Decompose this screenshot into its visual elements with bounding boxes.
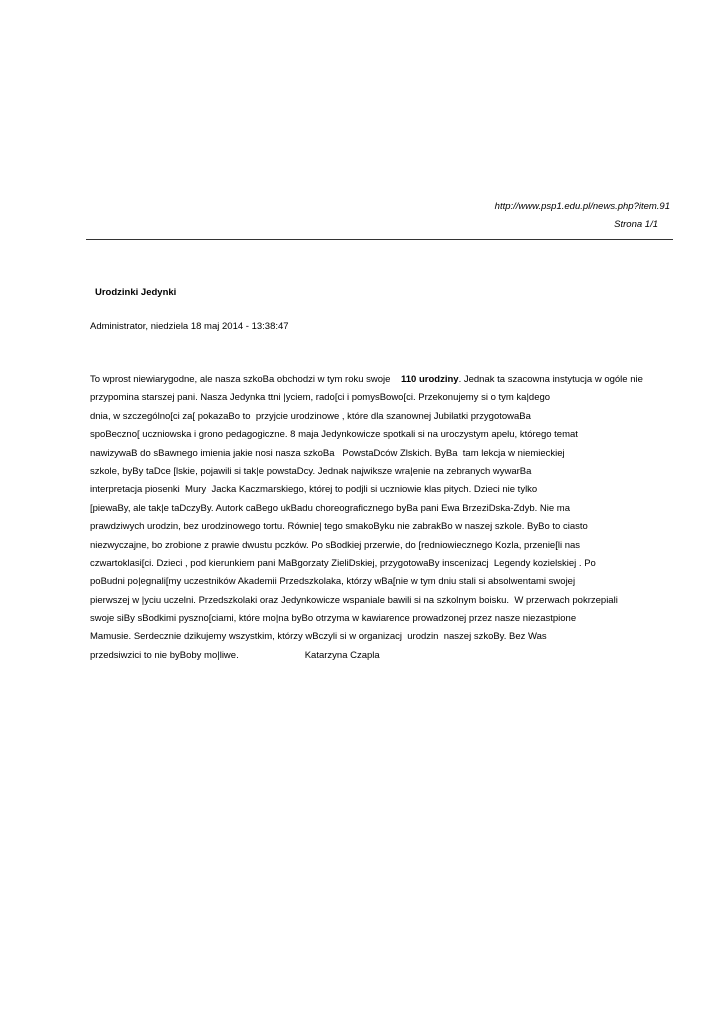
body-text: . Jednak ta szacowna instytucja w ogóle nie (458, 374, 643, 385)
body-line: Mamusie. Serdecznie dzikujemy wszystkim, którzy wBczyli si w organizacj urodzin naszej szkoBy. Bez Was (90, 631, 547, 643)
body-line: pierwszej w |yciu uczelni. Przedszkolaki oraz Jedynkowicze wspaniale bawili si na szkolnym boisku. W przerwach pokrzepiali (90, 594, 618, 606)
body-line: dnia, w szczególno[ci za[ pokazaBo to przyjcie urodzinowe , które dla szanownej Jubilatki przygotowaBa (90, 410, 531, 422)
article-meta: Administrator, niedziela 18 maj 2014 - 13:38:47 (90, 321, 289, 332)
body-line: nawizywaB do sBawnego imienia jakie nosi nasza szkoBa PowstaDców Zlskich. ByBa tam lekcja w niemieckiej (90, 447, 565, 459)
source-url: http://www.psp1.edu.pl/news.php?item.91 (494, 201, 670, 212)
body-text: To wprost niewiarygodne, ale nasza szkoBa obchodzi w tym roku swoje (90, 374, 402, 385)
article-title: Urodzinki Jedynki (95, 287, 177, 298)
body-line: swoje siBy sBodkimi pyszno[ciami, które mo|na byBo otrzyma w kawiarence prowadzonej przez nasze niezastpione (90, 613, 577, 625)
body-line: interpretacja piosenki Mury Jacka Kaczmarskiego, której to podjli si uczniowie klas pitych. Dzieci nie tylko (90, 484, 538, 496)
body-line: prawdziwych urodzin, bez urodzinowego tortu. Równie| tego smakoByku nie zabrakBo w naszej szkole. ByBo to ciasto (90, 521, 588, 533)
body-line: poBudni po|egnali[my uczestników Akademii Przedszkolaka, którzy wBa[nie w tym dniu stali si absolwentami swojej (90, 576, 576, 588)
body-line: niezwyczajne, bo zrobione z prawie dwustu pczków. Po sBodkiej przerwie, do [redniowiecznego Kozla, przenie[li nas (90, 539, 581, 551)
header-divider (86, 239, 673, 240)
body-line: szkole, byBy taDce [lskie, pojawili si tak|e powstaDcy. Jednak najwiksze wra|enie na zebranych wywarBa (90, 465, 532, 477)
body-line (90, 374, 690, 392)
page-number: Strona 1/1 (614, 219, 658, 230)
body-line: przedsiwzici to nie byBoby mo|liwe. Katarzyna Czapla (90, 649, 380, 661)
body-line: spoBeczno[ uczniowska i grono pedagogiczne. 8 maja Jedynkowicze spotkali si na uroczystym apelu, którego temat (90, 429, 578, 441)
body-line: czwartoklasi[ci. Dzieci , pod kierunkiem pani MaBgorzaty ZieliDskiej, przygotowaBy inscenizacj Legendy kozielskiej . Po (90, 557, 596, 569)
body-line: [piewaBy, ale tak|e taDczyBy. Autork caBego ukBadu choreograficznego byBa pani Ewa BrzeziDska-Zdyb. Nie ma (90, 502, 570, 514)
article-body (90, 374, 690, 668)
body-line: przypomina starszej pani. Nasza Jedynka ttni |yciem, rado[ci i pomysBowo[ci. Przekonujemy si o tym ka|dego (90, 392, 551, 404)
body-bold-text: 110 urodziny (401, 374, 459, 385)
